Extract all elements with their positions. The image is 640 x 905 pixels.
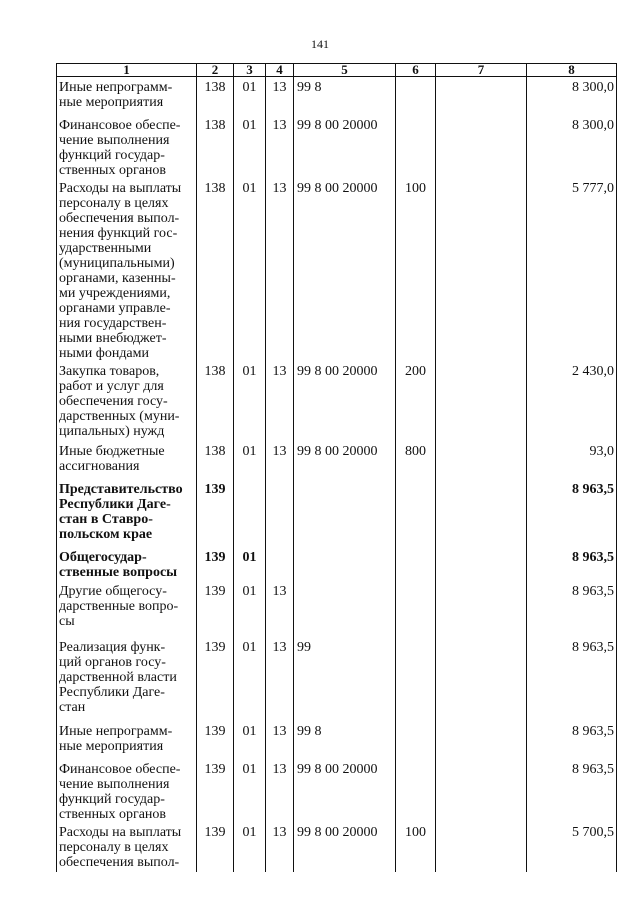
cell-expense-type	[396, 759, 436, 822]
table-row	[57, 178, 617, 361]
cell-section	[234, 479, 266, 547]
cell-target-article: 99 8 00 20000	[294, 759, 396, 822]
cell-subsection: 13	[266, 637, 294, 721]
row-name: Другие общегосу- дарственные вопро- сы	[57, 581, 197, 637]
cell-ministry-code: 139	[197, 637, 234, 721]
cell-expense-type	[396, 77, 436, 115]
cell-target-article: 99 8	[294, 77, 396, 115]
cell-subsection: 13	[266, 822, 294, 872]
cell-expense-type	[396, 637, 436, 721]
cell-col-7	[436, 479, 527, 547]
row-name: Финансовое обеспе- чение выполнения функций государ- ственных органов	[57, 759, 197, 822]
cell-target-article	[294, 547, 396, 581]
cell-col-7	[436, 581, 527, 637]
cell-section: 01	[234, 178, 266, 361]
cell-section: 01	[234, 115, 266, 178]
cell-amount: 5 777,0	[527, 178, 617, 361]
cell-target-article: 99 8	[294, 721, 396, 759]
cell-expense-type: 800	[396, 441, 436, 479]
cell-subsection: 13	[266, 721, 294, 759]
cell-amount: 2 430,0	[527, 361, 617, 441]
cell-col-7	[436, 361, 527, 441]
cell-amount: 8 963,5	[527, 581, 617, 637]
cell-section: 01	[234, 441, 266, 479]
cell-target-article: 99 8 00 20000	[294, 441, 396, 479]
cell-ministry-code: 138	[197, 361, 234, 441]
table-row	[57, 759, 617, 822]
cell-subsection: 13	[266, 759, 294, 822]
cell-col-7	[436, 77, 527, 115]
cell-section: 01	[234, 77, 266, 115]
cell-section: 01	[234, 361, 266, 441]
cell-target-article	[294, 581, 396, 637]
cell-col-7	[436, 547, 527, 581]
table-row	[57, 581, 617, 637]
cell-ministry-code: 139	[197, 759, 234, 822]
cell-col-7	[436, 721, 527, 759]
table-row	[57, 115, 617, 178]
cell-ministry-code: 138	[197, 178, 234, 361]
cell-expense-type	[396, 721, 436, 759]
cell-col-7	[436, 441, 527, 479]
table-row	[57, 77, 617, 115]
column-header-3: 3	[234, 64, 266, 77]
row-name: Закупка товаров, работ и услуг для обеспечения госу- дарственных (муни- ципальных) нужд	[57, 361, 197, 441]
row-name: Расходы на выплаты персоналу в целях обеспечения выпол-	[57, 822, 197, 872]
cell-subsection: 13	[266, 115, 294, 178]
cell-expense-type	[396, 479, 436, 547]
cell-section: 01	[234, 822, 266, 872]
row-name: Иные бюджетные ассигнования	[57, 441, 197, 479]
table-row	[57, 547, 617, 581]
cell-expense-type	[396, 547, 436, 581]
cell-subsection: 13	[266, 581, 294, 637]
column-header-1: 1	[57, 64, 197, 77]
column-header-6: 6	[396, 64, 436, 77]
cell-ministry-code: 139	[197, 547, 234, 581]
column-header-8: 8	[527, 64, 617, 77]
cell-section: 01	[234, 637, 266, 721]
cell-subsection: 13	[266, 441, 294, 479]
column-header-4: 4	[266, 64, 294, 77]
cell-subsection	[266, 479, 294, 547]
cell-target-article: 99 8 00 20000	[294, 361, 396, 441]
cell-col-7	[436, 115, 527, 178]
page-number: 141	[311, 37, 329, 51]
cell-amount: 5 700,5	[527, 822, 617, 872]
cell-expense-type: 100	[396, 822, 436, 872]
cell-expense-type	[396, 115, 436, 178]
cell-amount: 8 963,5	[527, 721, 617, 759]
row-name: Представительство Республики Даге- стан в Ставро- польском крае	[57, 479, 197, 547]
budget-table	[56, 63, 617, 872]
cell-target-article: 99 8 00 20000	[294, 178, 396, 361]
table-row	[57, 637, 617, 721]
cell-amount: 8 963,5	[527, 479, 617, 547]
cell-ministry-code: 138	[197, 441, 234, 479]
row-name: Реализация функ- ций органов госу- дарственной власти Республики Даге- стан	[57, 637, 197, 721]
table-row	[57, 721, 617, 759]
table-body	[57, 77, 617, 872]
cell-col-7	[436, 637, 527, 721]
cell-section: 01	[234, 581, 266, 637]
cell-target-article: 99	[294, 637, 396, 721]
cell-col-7	[436, 822, 527, 872]
cell-ministry-code: 139	[197, 581, 234, 637]
cell-amount: 8 300,0	[527, 77, 617, 115]
cell-expense-type: 100	[396, 178, 436, 361]
cell-section: 01	[234, 721, 266, 759]
cell-amount: 8 963,5	[527, 759, 617, 822]
cell-expense-type: 200	[396, 361, 436, 441]
cell-col-7	[436, 178, 527, 361]
cell-section: 01	[234, 759, 266, 822]
cell-ministry-code: 139	[197, 822, 234, 872]
cell-target-article: 99 8 00 20000	[294, 822, 396, 872]
cell-ministry-code: 139	[197, 721, 234, 759]
table-row	[57, 822, 617, 872]
column-header-5: 5	[294, 64, 396, 77]
cell-ministry-code: 138	[197, 115, 234, 178]
cell-section: 01	[234, 547, 266, 581]
cell-target-article	[294, 479, 396, 547]
cell-target-article: 99 8 00 20000	[294, 115, 396, 178]
row-name: Общегосудар- ственные вопросы	[57, 547, 197, 581]
cell-expense-type	[396, 581, 436, 637]
table-row	[57, 441, 617, 479]
row-name: Иные непрограмм- ные мероприятия	[57, 721, 197, 759]
cell-amount: 8 963,5	[527, 637, 617, 721]
table-row	[57, 361, 617, 441]
cell-ministry-code: 138	[197, 77, 234, 115]
cell-subsection	[266, 547, 294, 581]
cell-subsection: 13	[266, 178, 294, 361]
column-header-7: 7	[436, 64, 527, 77]
table-header-row	[57, 64, 617, 77]
cell-amount: 8 963,5	[527, 547, 617, 581]
cell-amount: 8 300,0	[527, 115, 617, 178]
row-name: Иные непрограмм- ные мероприятия	[57, 77, 197, 115]
cell-amount: 93,0	[527, 441, 617, 479]
row-name: Расходы на выплаты персоналу в целях обеспечения выпол- нения функций гос- ударственными (муниципальными) органами, казенны- ми учреждениями, органами управле- ния государствен- ными внебюджет- ными фондами	[57, 178, 197, 361]
cell-subsection: 13	[266, 361, 294, 441]
column-header-2: 2	[197, 64, 234, 77]
table-row	[57, 479, 617, 547]
row-name: Финансовое обеспе- чение выполнения функций государ- ственных органов	[57, 115, 197, 178]
cell-subsection: 13	[266, 77, 294, 115]
cell-col-7	[436, 759, 527, 822]
cell-ministry-code: 139	[197, 479, 234, 547]
